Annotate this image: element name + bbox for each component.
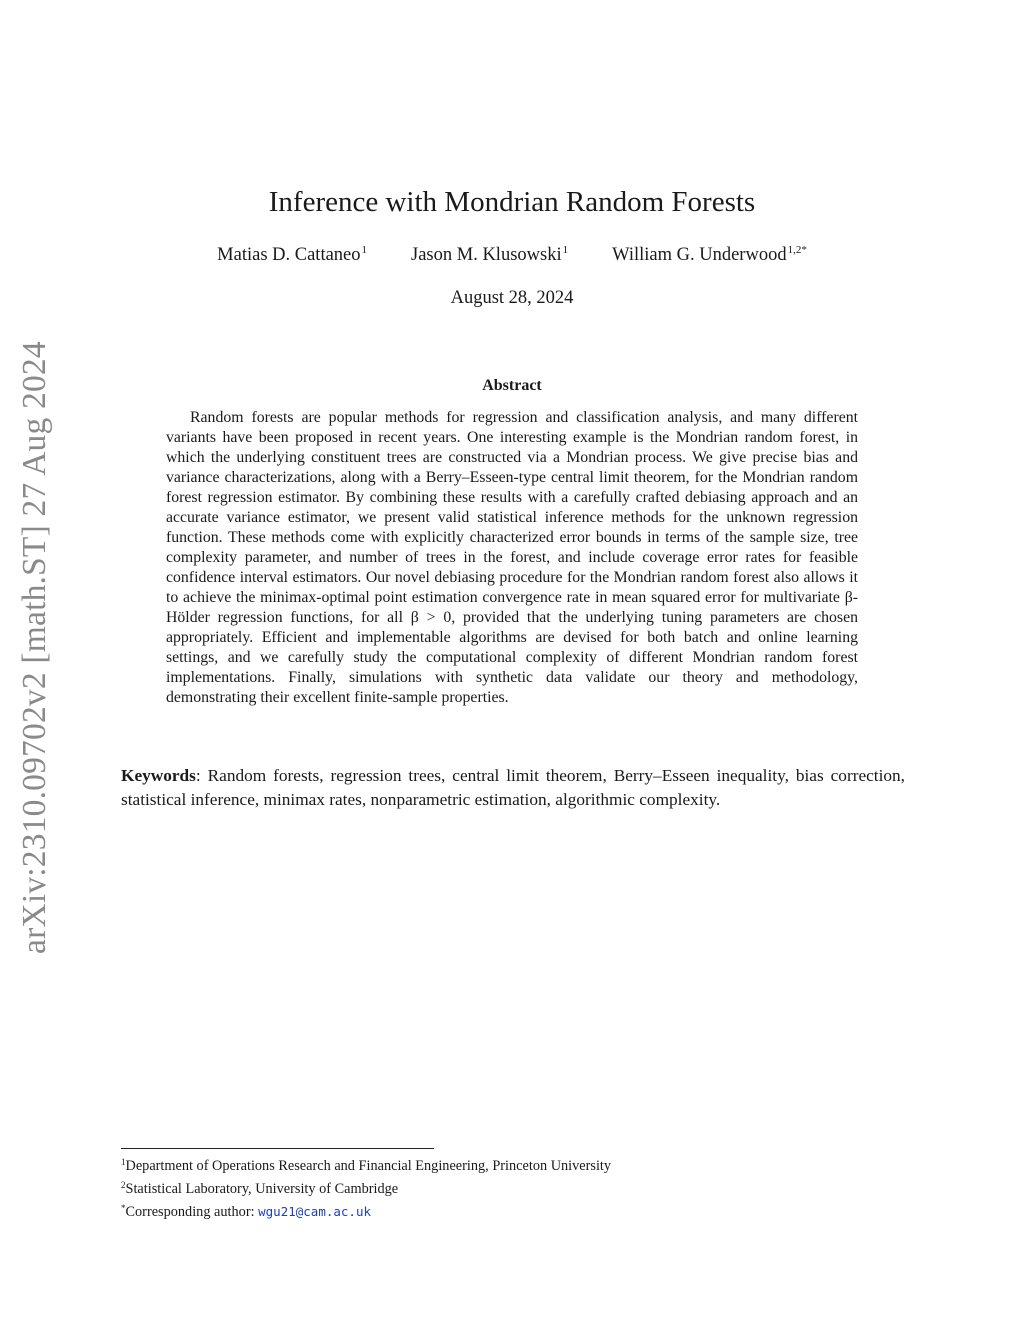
footnote-affiliation-2: [121, 1176, 905, 1199]
author: [612, 244, 807, 266]
author-list: [0, 244, 1024, 266]
footnote-mark: *: [121, 1203, 126, 1213]
paper-date: August 28, 2024: [450, 288, 574, 308]
author-name: William G. Underwood: [612, 245, 787, 265]
corresponding-author-email-link[interactable]: wgu21@cam.ac.uk: [258, 1204, 372, 1219]
footnote-text: Corresponding author:: [125, 1204, 259, 1220]
author-name: Jason M. Klusowski: [411, 245, 562, 265]
footnote-text: Statistical Laboratory, University of Cambridge: [125, 1181, 399, 1197]
author: [411, 244, 568, 266]
keywords-text: : Random forests, regression trees, central limit theorem, Berry–Esseen inequality, bias correction, statistical inference, minimax rates, nonparametric estimation, algorithmic complexity.: [121, 766, 905, 809]
author-affiliation-mark: 1: [361, 244, 368, 256]
footnotes: [121, 1153, 905, 1222]
footnote-divider: [121, 1148, 434, 1149]
keywords-paragraph: [121, 764, 905, 812]
footnote-mark: 2: [121, 1180, 126, 1190]
keywords-label: Keywords: [121, 766, 196, 785]
abstract-body: Random forests are popular methods for regression and classification analysis, and many different variants have been proposed in recent years. One interesting example is the Mondrian random forest, in which the underlying constituent trees are constructed via a Mondrian process. We give precise bias and variance characterizations, along with a Berry–Esseen-type central limit theorem, for the Mondrian random forest regression estimator. By combining these results with a carefully crafted debiasing approach and an accurate variance estimator, we present valid statistical inference methods for the unknown regression function. These methods come with explicitly characterized error bounds in terms of the sample size, tree complexity parameter, and number of trees in the forest, and include coverage error rates for feasible confidence interval estimators. Our novel debiasing procedure for the Mondrian random forest also allows it to achieve the minimax-optimal point estimation convergence rate in mean squared error for multivariate β-Hölder regression functions, for all β > 0, provided that the underlying tuning parameters are chosen appropriately. Efficient and implementable algorithms are devised for both batch and online learning settings, and we carefully study the computational complexity of different Mondrian random forest implementations. Finally, simulations with synthetic data validate our theory and methodology, demonstrating their excellent finite-sample properties.: [166, 409, 858, 706]
footnote-text: Department of Operations Research and Financial Engineering, Princeton University: [125, 1158, 612, 1174]
footnote-affiliation-1: [121, 1153, 905, 1176]
author-name: Matias D. Cattaneo: [217, 245, 361, 265]
arxiv-identifier-stamp: arXiv:2310.09702v2 [math.ST] 27 Aug 2024: [16, 341, 53, 954]
author-affiliation-mark: 1,2*: [787, 244, 807, 256]
paper-title: Inference with Mondrian Random Forests: [268, 186, 756, 218]
footnote-mark: 1: [121, 1157, 126, 1167]
author: [217, 244, 367, 266]
footnote-corresponding-author: [121, 1199, 905, 1222]
abstract-heading: Abstract: [482, 377, 542, 394]
author-affiliation-mark: 1: [562, 244, 569, 256]
